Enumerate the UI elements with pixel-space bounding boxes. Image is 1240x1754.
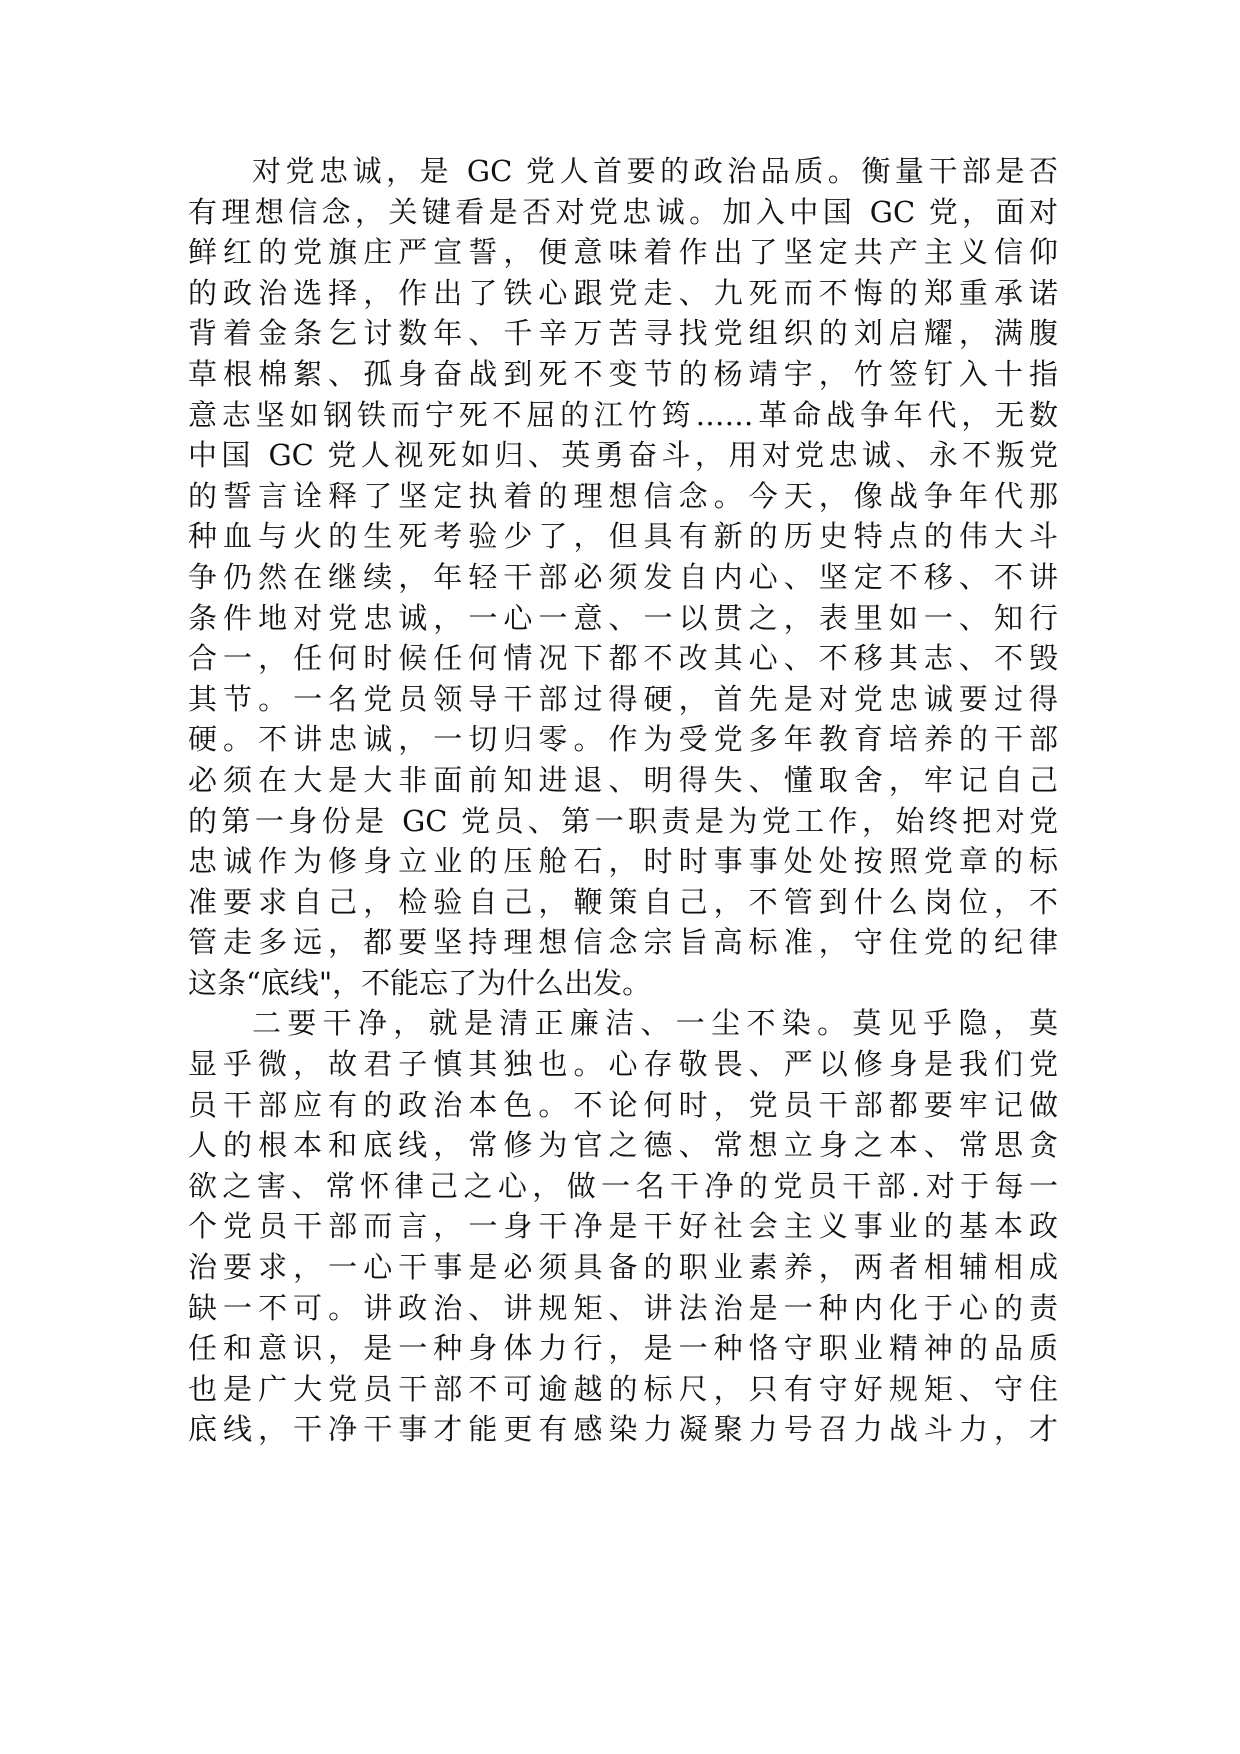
text-line: 二要干净，就是清正廉洁、一尘不染。莫见乎隐，莫 (252, 1006, 1058, 1041)
text-line: 的誓言诠释了坚定执着的理想信念。今天，像战争年代那 (188, 478, 1058, 513)
text-line: 欲之害、常怀律己之心，做一名干净的党员干部.对于每一 (188, 1168, 1058, 1203)
text-line: 这条“底线"，不能忘了为什么出发。 (188, 965, 652, 1000)
text-line: 缺一不可。讲政治、讲规矩、讲法治是一种内化于心的责 (188, 1290, 1058, 1325)
text-line: 争仍然在继续，年轻干部必须发自内心、坚定不移、不讲 (188, 559, 1058, 594)
text-line: 背着金条乞讨数年、千辛万苦寻找党组织的刘启耀，满腹 (188, 316, 1058, 351)
text-line: 合一，任何时候任何情况下都不改其心、不移其志、不毁 (188, 641, 1058, 676)
text-line: 对党忠诚，是 GC 党人首要的政治品质。衡量干部是否 (252, 154, 1058, 188)
document-body (188, 151, 1058, 1450)
text-line: 人的根本和底线，常修为官之德、常想立身之本、常思贪 (188, 1128, 1058, 1163)
text-line: 必须在大是大非面前知进退、明得失、懂取舍，牢记自己 (188, 762, 1058, 797)
text-line: 硬。不讲忠诚，一切归零。作为受党多年教育培养的干部 (188, 722, 1058, 757)
text-line: 其节。一名党员领导干部过得硬，首先是对党忠诚要过得 (188, 681, 1058, 716)
text-line: 底线，干净干事才能更有感染力凝聚力号召力战斗力，才 (188, 1412, 1058, 1447)
text-line: 草根棉絮、孤身奋战到死不变节的杨靖宇，竹签钉入十指 (188, 356, 1058, 391)
text-line: 种血与火的生死考验少了，但具有新的历史特点的伟大斗 (188, 519, 1058, 554)
text-line: 的第一身份是 GC 党员、第一职责是为党工作，始终把对党 (188, 803, 1058, 838)
text-line: 有理想信念，关键看是否对党忠诚。加入中国 GC 党，面对 (188, 194, 1058, 229)
text-line: 意志坚如钢铁而宁死不屈的江竹筠……革命战争年代，无数 (188, 397, 1058, 432)
text-line: 任和意识，是一种身体力行，是一种恪守职业精神的品质 (188, 1331, 1058, 1366)
text-line: 治要求，一心干事是必须具备的职业素养，两者相辅相成 (188, 1250, 1058, 1285)
text-line: 个党员干部而言，一身干净是干好社会主义事业的基本政 (188, 1209, 1058, 1244)
text-line: 中国 GC 党人视死如归、英勇奋斗，用对党忠诚、永不叛党 (188, 438, 1058, 473)
text-line: 显乎微，故君子慎其独也。心存敬畏、严以修身是我们党 (188, 1047, 1058, 1082)
text-line: 员干部应有的政治本色。不论何时，党员干部都要牢记做 (188, 1087, 1058, 1122)
text-line: 也是广大党员干部不可逾越的标尺，只有守好规矩、守住 (188, 1371, 1058, 1406)
text-line: 的政治选择，作出了铁心跟党走、九死而不悔的郑重承诺 (188, 275, 1058, 310)
text-line: 忠诚作为修身立业的压舱石，时时事事处处按照党章的标 (188, 844, 1058, 879)
text-line: 鲜红的党旗庄严宣誓，便意味着作出了坚定共产主义信仰 (188, 235, 1058, 270)
paragraph-loyalty (188, 151, 1058, 1003)
text-line: 准要求自己，检验自己，鞭策自己，不管到什么岗位，不 (188, 884, 1058, 919)
paragraph-integrity (188, 1003, 1058, 1450)
text-line: 管走多远，都要坚持理想信念宗旨高标准，守住党的纪律 (188, 925, 1058, 960)
text-line: 条件地对党忠诚，一心一意、一以贯之，表里如一、知行 (188, 600, 1058, 635)
